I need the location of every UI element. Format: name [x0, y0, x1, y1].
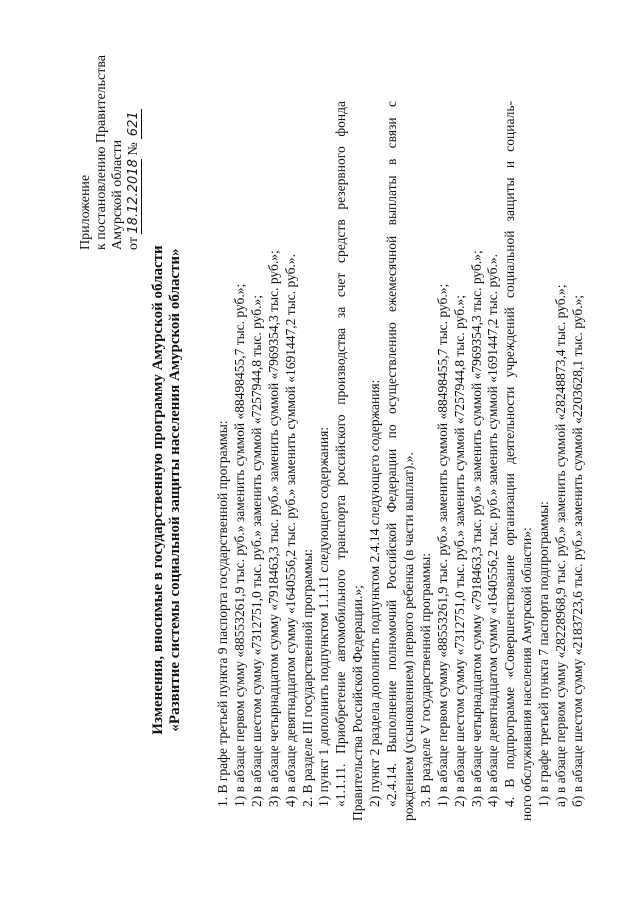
- text-line: 3. В разделе V государственной программы:: [417, 552, 433, 807]
- document-body: [215, 101, 587, 821]
- appendix-date-line: [126, 50, 142, 250]
- text-line: 2. В разделе III государственной программы:: [299, 548, 315, 807]
- document-title: [150, 165, 184, 815]
- text-line: 2) пункт 2 раздела дополнить подпунктом 2.4.14 следующего содержания:: [367, 379, 383, 807]
- text-line: 1) пункт 1 дополнить подпунктом 1.1.11 следующего содержания:: [316, 426, 332, 807]
- date-prefix: от: [126, 237, 141, 250]
- text-line: а) в абзаце первом сумму «28228968,9 тыс. руб.» заменить суммой «28248873,4 тыс. руб.»;: [553, 284, 569, 807]
- text-line: рождением (усыновлением) первого ребенка (в части выплат).».: [400, 452, 416, 821]
- text-line: 4) в абзаце девятнадцатом сумму «1640556,2 тыс. руб.» заменить суммой «1691447,2 тыс. руб.».: [485, 253, 501, 807]
- text-line: «2.4.14. Выполнение полномочий Российской Федерации по осуществлению ежемесячной выплаты в связи с: [384, 101, 400, 807]
- appendix-line-1: к постановлению Правительства: [94, 54, 109, 250]
- number-prefix: №: [126, 142, 141, 156]
- text-line: 3) в абзаце четырнадцатом сумму «7918463,3 тыс. руб.» заменить суммой «7969354,3 тыс. руб.»;: [265, 250, 281, 807]
- appendix-heading: Приложение: [78, 174, 93, 250]
- handwritten-number: 621: [127, 109, 142, 139]
- text-line: 2) в абзаце шестом сумму «7312751,0 тыс. руб.» заменить суммой «7257944,8 тыс. руб.»;: [451, 295, 467, 807]
- text-line: 2) в абзаце шестом сумму «7312751,0 тыс. руб.» заменить суммой «7257944,8 тыс. руб.»;: [248, 295, 264, 807]
- handwritten-date: 18.12.2018: [126, 159, 141, 234]
- title-line-2: «Развитие системы социальной защиты населения Амурской области»: [167, 248, 183, 732]
- text-line: 1) в графе третьей пункта 7 паспорта подпрограммы:: [536, 501, 552, 807]
- appendix-block: [78, 50, 142, 250]
- text-line: б) в абзаце шестом сумму «2183723,6 тыс. руб.» заменить суммой «2203628,1 тыс. руб.»;: [569, 294, 585, 807]
- text-line: 1. В графе третьей пункта 9 паспорта государственной программы:: [215, 420, 230, 807]
- text-line: 4. В подпрограмме «Совершенствование организации деятельности учреждений социальной защиты и социаль-: [502, 101, 518, 807]
- title-line-1: Изменения, вносимые в государственную программу Амурской области: [150, 245, 166, 735]
- text-line: «1.1.11. Приобретение автомобильного транспорта российского производства за счет средств резервного фонда: [333, 101, 349, 807]
- appendix-line-2: Амурской области: [110, 139, 125, 250]
- text-line: Правительства Российской Федерации.»;: [350, 585, 366, 821]
- text-line: ного обслуживания населения Амурской области»:: [519, 527, 535, 821]
- text-line: 3) в абзаце четырнадцатом сумму «7918463,3 тыс. руб.» заменить суммой «7969354,3 тыс. руб.»;: [468, 250, 484, 807]
- text-line: 4) в абзаце девятнадцатом сумму «1640556,2 тыс. руб.» заменить суммой «1691447,2 тыс. руб.».: [282, 253, 298, 807]
- text-line: 1) в абзаце первом сумму «88553261,9 тыс. руб.» заменить суммой «88498455,7 тыс. руб.»;: [231, 283, 247, 807]
- text-line: 1) в абзаце первом сумму «88553261,9 тыс. руб.» заменить суммой «88498455,7 тыс. руб.»;: [434, 283, 450, 807]
